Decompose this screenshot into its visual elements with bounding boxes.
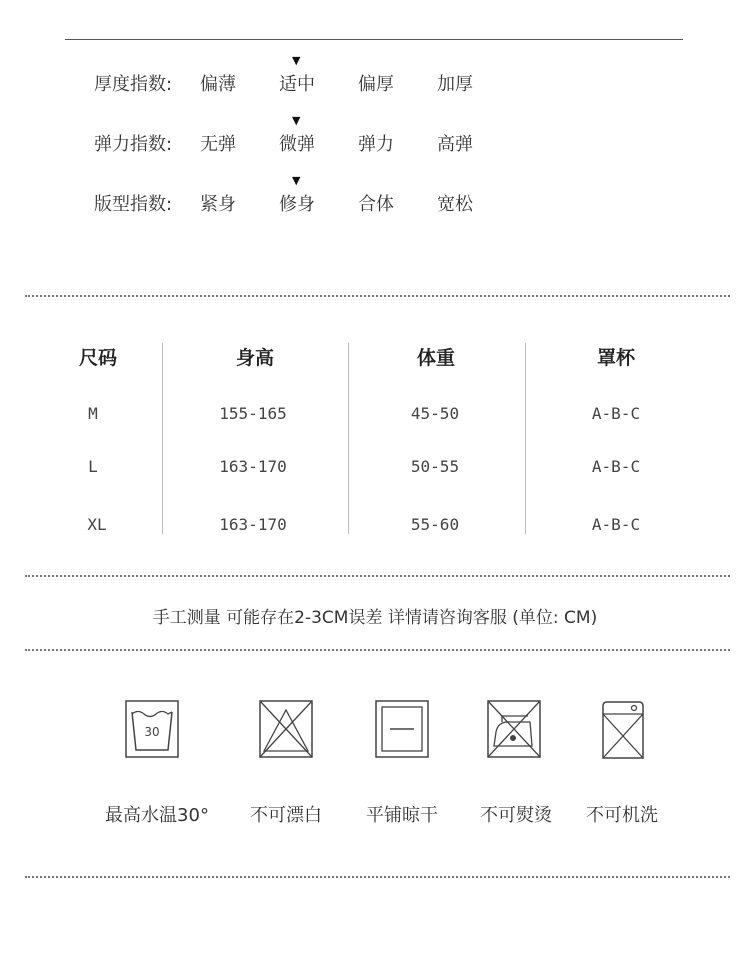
dotted-divider — [25, 575, 730, 577]
attribute-option-label: 适中 — [279, 74, 315, 95]
care-label-wash-temp: 最高水温30° — [105, 805, 209, 826]
table-header-size: 尺码 — [78, 347, 117, 369]
table-cell: L — [88, 457, 98, 476]
attribute-option: 宽松 — [437, 194, 473, 215]
attribute-label: 厚度指数: — [94, 74, 173, 95]
table-header-weight: 体重 — [416, 347, 455, 369]
table-cell: A-B-C — [591, 404, 641, 423]
care-label-dry-flat: 平铺晾干 — [366, 805, 438, 826]
attribute-option: 偏厚 — [358, 74, 394, 95]
attribute-option: 弹力 — [358, 134, 394, 155]
table-cell: 45-50 — [410, 404, 460, 423]
attribute-option: 无弹 — [200, 134, 236, 155]
attribute-option-selected — [279, 174, 315, 216]
table-column-divider — [348, 343, 349, 534]
care-label-no-machine-wash: 不可机洗 — [586, 805, 658, 826]
care-label-no-iron: 不可熨烫 — [480, 805, 552, 826]
selected-marker-icon: ▼ — [292, 174, 301, 187]
no-machine-wash-icon — [600, 700, 646, 762]
attribute-option: 偏薄 — [200, 74, 236, 95]
table-header-cup: 罩杯 — [596, 347, 635, 369]
dry-flat-icon — [374, 700, 430, 760]
attribute-label: 弹力指数: — [94, 134, 173, 155]
dotted-divider — [25, 295, 730, 297]
measurement-note: 手工测量 可能存在2-3CM误差 详情请咨询客服 (单位: CM) — [152, 608, 598, 628]
attribute-option-selected — [279, 114, 315, 156]
selected-marker-icon: ▼ — [292, 114, 301, 127]
wash-30-icon — [124, 700, 180, 760]
care-label-no-bleach: 不可漂白 — [250, 805, 322, 826]
table-cell: A-B-C — [591, 515, 641, 534]
table-column-divider — [162, 343, 163, 534]
table-cell: 163-170 — [219, 457, 287, 476]
attribute-option-selected — [279, 54, 315, 96]
attribute-option-label: 修身 — [279, 194, 315, 215]
selected-marker-icon: ▼ — [292, 54, 301, 67]
table-cell: 50-55 — [410, 457, 460, 476]
attribute-option-label: 微弹 — [279, 134, 315, 155]
attribute-option: 加厚 — [437, 74, 473, 95]
table-cell: 55-60 — [410, 515, 460, 534]
attribute-label: 版型指数: — [94, 194, 173, 215]
attribute-option: 合体 — [358, 194, 394, 215]
dotted-divider — [25, 649, 730, 651]
table-cell: 163-170 — [219, 515, 287, 534]
table-cell: A-B-C — [591, 457, 641, 476]
attribute-option: 紧身 — [200, 194, 236, 215]
table-cell: M — [88, 404, 98, 423]
wash-temperature-text: 30 — [144, 725, 160, 739]
table-header-height: 身高 — [235, 347, 274, 369]
no-iron-icon — [486, 700, 542, 760]
no-bleach-icon — [258, 700, 314, 760]
attribute-option: 高弹 — [437, 134, 473, 155]
table-cell: 155-165 — [219, 404, 287, 423]
table-column-divider — [525, 343, 526, 534]
table-cell: XL — [87, 515, 107, 534]
dotted-divider — [25, 876, 730, 878]
top-divider — [65, 39, 683, 40]
